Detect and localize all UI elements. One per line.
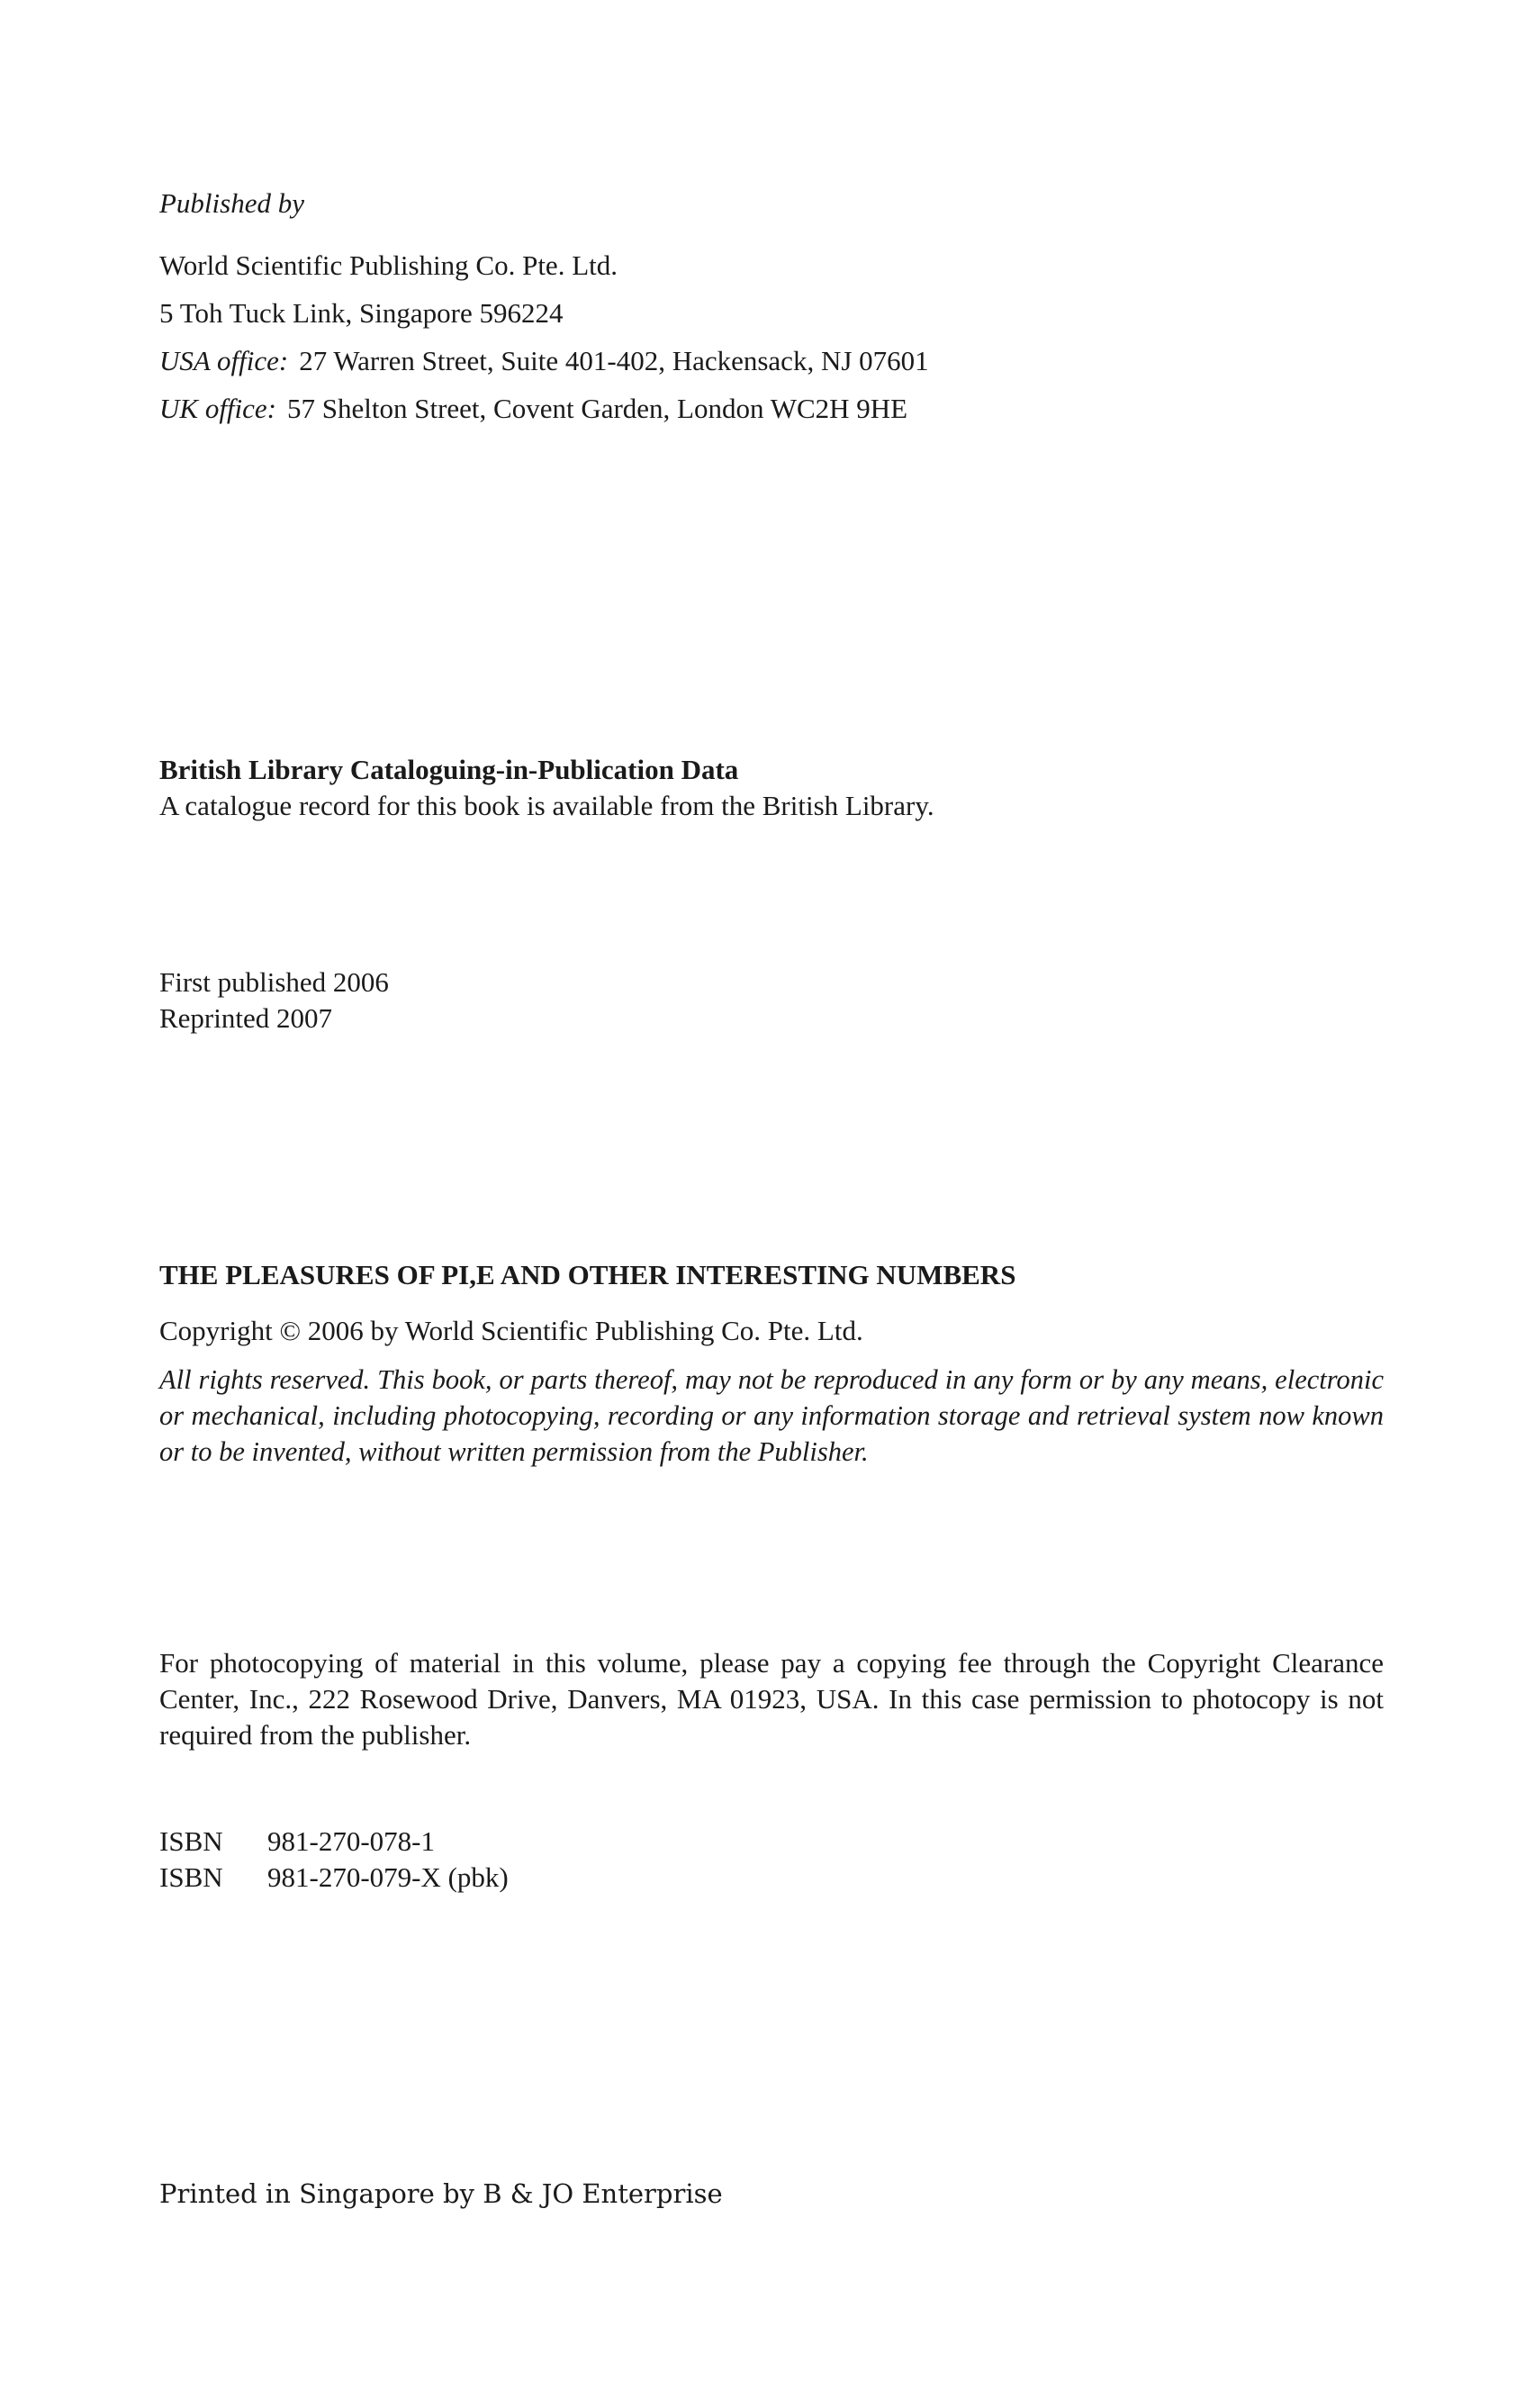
rights-reserved-text: All rights reserved. This book, or parts thereof, may not be reproduced in any form or by any means, electronic or mechanical, including photocopying, recording or any information storage and retrieval system now known or to be invented, without written permission from the Publisher.: [159, 1364, 1384, 1467]
uk-office-label: UK office:: [159, 393, 276, 424]
usa-office-line: [159, 337, 1384, 385]
usa-office-label: USA office:: [159, 345, 289, 376]
uk-office-line: [159, 385, 1384, 432]
isbn-label: ISBN: [159, 1825, 223, 1857]
isbn-hardcover: [159, 1824, 1384, 1860]
publisher-name: World Scientific Publishing Co. Pte. Ltd.: [159, 249, 618, 281]
cip-text: A catalogue record for this book is available from the British Library.: [159, 790, 934, 821]
published-by-heading: [159, 186, 1384, 222]
publisher-address: 5 Toh Tuck Link, Singapore 596224: [159, 297, 564, 329]
first-published: First published 2006: [159, 966, 389, 998]
book-title: THE PLEASURES OF PI,E AND OTHER INTERESTING NUMBERS: [159, 1259, 1016, 1290]
photocopy-notice: For photocopying of material in this volume, please pay a copying fee through the Copyright Clearance Center, Inc., 222 Rosewood Drive, Danvers, MA 01923, USA. In this case permission to photocopy is not required from the publisher.: [159, 1647, 1384, 1751]
copyright-line: Copyright © 2006 by World Scientific Publishing Co. Pte. Ltd.: [159, 1315, 863, 1346]
isbn-value: 981-270-079-X (pbk): [267, 1861, 509, 1893]
isbn-paperback: [159, 1860, 1384, 1896]
printed-in-line: Printed in Singapore by B & JO Enterprise: [159, 2178, 723, 2209]
isbn-block: [159, 1824, 1384, 1896]
cip-block: [159, 752, 1384, 824]
uk-office-address: 57 Shelton Street, Covent Garden, London WC2H 9HE: [287, 393, 908, 424]
publication-history: [159, 964, 1384, 1037]
copyright-block: [159, 1313, 1384, 1349]
publisher-block: [159, 241, 1384, 432]
reprinted: Reprinted 2007: [159, 1002, 332, 1034]
isbn-label: ISBN: [159, 1861, 223, 1893]
isbn-value: 981-270-078-1: [267, 1825, 435, 1857]
cip-heading: British Library Cataloguing-in-Publication Data: [159, 754, 739, 785]
book-title-block: [159, 1257, 1384, 1293]
usa-office-address: 27 Warren Street, Suite 401-402, Hackensack, NJ 07601: [299, 345, 929, 376]
printed-in-block: [159, 2177, 1384, 2212]
published-by-label: Published by: [159, 187, 304, 219]
